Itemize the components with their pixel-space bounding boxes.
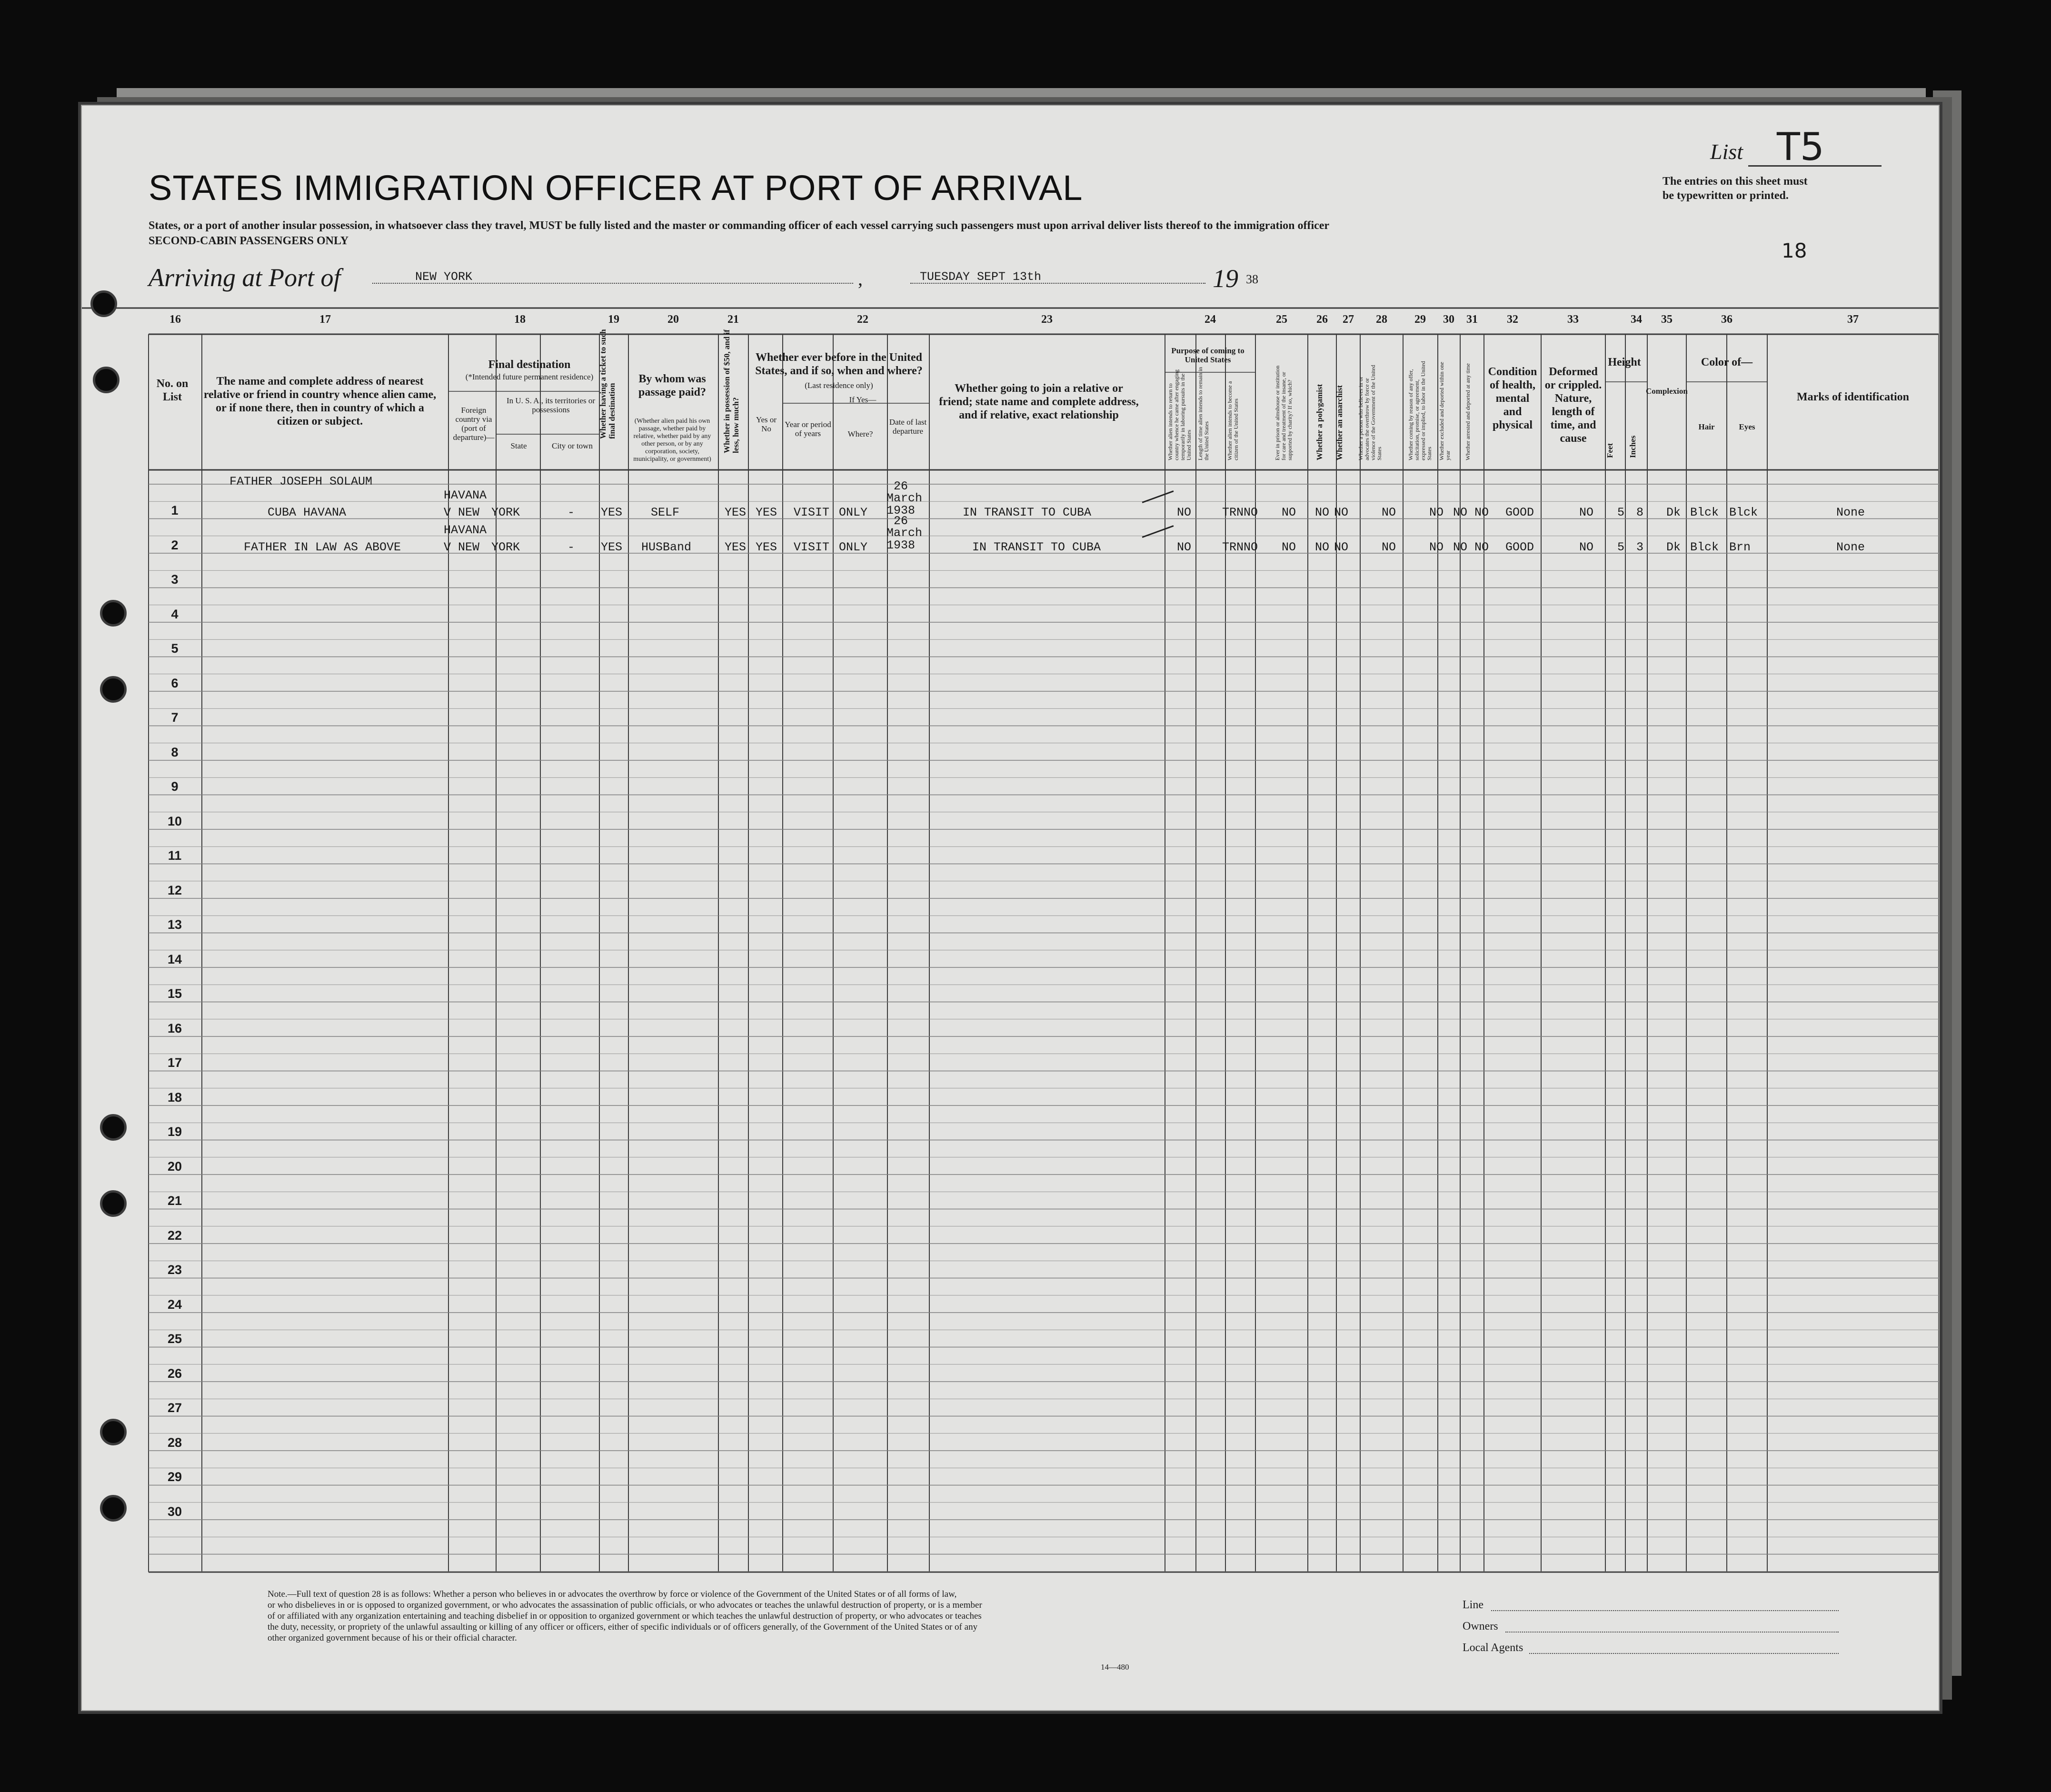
marks-value: None (1836, 540, 1865, 554)
row-number: 12 (167, 883, 182, 897)
height-inches-value: 3 (1636, 540, 1644, 554)
row-number: 28 (167, 1435, 182, 1450)
footnote-line: of or affiliated with any organization entertaining and teaching disbelief in or opposition to organized government or which teaches the unlawful destruction of property, or who advocates or teaches (268, 1611, 982, 1621)
year-prefix: 19 (1213, 264, 1238, 293)
entries-note-2: be typewritten or printed. (1663, 189, 1789, 202)
owners-field (1505, 1632, 1839, 1633)
column-number: 30 (1443, 313, 1454, 326)
footnote-line: the duty, necessity, or propriety of the unlawful assaulting or killing of any officer or officers, either of specific individuals or of officers generally, of the Government of the United States or of any (268, 1622, 978, 1632)
column-number: 17 (319, 313, 331, 326)
anarchist-value: NO (1334, 506, 1349, 519)
row-number: 19 (167, 1125, 182, 1139)
header-joining: Whether going to join a relative or friend; state name and complete address, and if relative, exact relationship (939, 382, 1139, 421)
offer-value: NO (1429, 506, 1444, 519)
length-value: TRN (1222, 506, 1244, 519)
column-number: 22 (857, 313, 868, 326)
deformed-value: NO (1579, 540, 1594, 554)
column-number: 31 (1466, 313, 1478, 326)
row-number: 14 (167, 952, 182, 966)
row-number: 7 (171, 710, 179, 725)
eyes-value: Brn (1729, 540, 1751, 554)
row-number: 11 (168, 848, 182, 863)
binder-hole (100, 600, 127, 627)
header-health: Condition of health, mental and physical (1488, 366, 1537, 431)
destination-state-cont: YORK (491, 506, 520, 519)
health-value: GOOD (1505, 540, 1534, 554)
column-number: 16 (169, 313, 181, 326)
list-number: T5 (1777, 125, 1824, 169)
column-number: 20 (667, 313, 679, 326)
binder-hole (100, 1190, 127, 1217)
header-city: City or town (552, 441, 593, 450)
footnote-line: Note.—Full text of question 28 is as follows: Whether a person who believes in or advocates the overthrow by force or violence of the Government of the United States or of all forms of law, (268, 1589, 957, 1599)
manifest-sheet (81, 105, 1940, 1711)
row-number: 4 (171, 607, 179, 621)
port-value: NEW YORK (415, 270, 473, 284)
class-label: SECOND-CABIN PASSENGERS ONLY (149, 235, 349, 247)
excluded-value: NO (1453, 506, 1468, 519)
complexion-value: Dk (1666, 540, 1681, 554)
comma: , (858, 268, 863, 289)
row-number: 30 (167, 1504, 182, 1519)
column-number: 35 (1661, 313, 1673, 326)
header-final-destination: Final destination (488, 358, 571, 371)
row-number: 2 (171, 538, 179, 552)
row-number: 17 (167, 1055, 182, 1070)
column-number: 28 (1376, 313, 1387, 326)
overthrow-value: NO (1382, 540, 1396, 554)
destination-state-cont: YORK (491, 540, 520, 554)
header-return: Whether alien intends to return to country whence he came after engaging temporarily in laboring pursuits in the United States (1167, 369, 1192, 460)
before-in-us-value: YES (756, 540, 777, 554)
relative-address: CUBA HAVANA (268, 506, 347, 519)
relative-name: FATHER JOSEPH SOLAUM (229, 475, 373, 488)
binder-hole (100, 1114, 127, 1141)
header-yes-no: Yes or No (756, 415, 777, 433)
header-in-usa: In U. S. A., its territories or possessions (506, 396, 596, 414)
row-number: 6 (171, 676, 179, 690)
destination-state: V NEW (444, 506, 480, 519)
row-number: 23 (167, 1263, 182, 1277)
row-number: 13 (167, 917, 182, 932)
deformed-value: NO (1579, 506, 1594, 519)
row-number: 21 (167, 1194, 182, 1208)
header-where: Where? (847, 429, 873, 438)
instruction-text: States, or a port of another insular possession, in whatsoever class they travel, MUST be fully listed and the master or commanding officer of each vessel carrying such passengers must upon arrival deliver lists thereof to the immigration officer (149, 219, 1330, 232)
header-final-destination-sub: (*Intended future permanent residence) (465, 372, 594, 381)
footnote (268, 1589, 1324, 1643)
joining-value: IN TRANSIT TO CUBA (963, 506, 1092, 519)
departure-day: 26 (894, 479, 908, 493)
row-number: 1 (171, 503, 179, 518)
column-number: 18 (514, 313, 526, 326)
deported-value: NO (1474, 506, 1489, 519)
row-number: 15 (167, 986, 182, 1001)
fifty-dollars-value: YES (725, 540, 747, 554)
purpose-value: NO (1177, 540, 1192, 554)
row-number: 22 (167, 1228, 182, 1243)
header-date-departure: Date of last departure (889, 418, 927, 436)
row-number: 20 (167, 1159, 182, 1174)
row-number: 24 (167, 1297, 182, 1312)
header-deported: Whether arrested and deported at any time (1464, 363, 1471, 460)
header-feet: Feet (1605, 443, 1614, 458)
header-eyes: Eyes (1739, 422, 1755, 431)
header-foreign-country: Foreign country via (port of departure)— (453, 406, 495, 442)
stacked-pages-edge (117, 88, 1926, 107)
column-number: 33 (1567, 313, 1579, 326)
column-number: 36 (1721, 313, 1732, 326)
height-inches-value: 8 (1636, 506, 1644, 519)
header-purpose: Purpose of coming to United States (1171, 346, 1245, 364)
excluded-value: NO (1453, 540, 1468, 554)
polygamist-value: NO (1315, 540, 1330, 554)
header-polygamist: Whether a polygamist (1315, 384, 1324, 460)
row-number: 25 (167, 1332, 182, 1346)
row-number: 3 (171, 572, 179, 587)
header-deformed: Deformed or crippled. Nature, length of time, and cause (1544, 366, 1602, 445)
header-no-on-list: No. on List (156, 378, 189, 403)
header-excluded: Whether excluded and deported within one year (1438, 362, 1451, 460)
form-number: 14—480 (1101, 1663, 1129, 1672)
row-number: 9 (171, 779, 179, 794)
height-feet-value: 5 (1617, 506, 1625, 519)
row-number: 10 (167, 814, 182, 828)
ticket-value: YES (601, 540, 623, 554)
header-state: State (510, 441, 527, 450)
where-value: ONLY (839, 540, 868, 554)
length-value: TRN (1222, 540, 1244, 554)
header-if-yes: If Yes— (849, 395, 876, 404)
header-overthrow: Whether a person who believes in or advocates the overthrow by force or violence of the Government of the United States (1357, 365, 1383, 460)
row-number: 29 (167, 1470, 182, 1484)
passage-paid-by: HUSBand (641, 540, 692, 554)
column-number: 23 (1041, 313, 1053, 326)
header-length: Length of time alien intends to remain in the United States (1197, 367, 1210, 460)
offer-value: NO (1429, 540, 1444, 554)
page-title: STATES IMMIGRATION OFFICER AT PORT OF ARRIVAL (149, 168, 1083, 208)
header-hair: Hair (1698, 422, 1715, 431)
column-number: 34 (1631, 313, 1642, 326)
foreign-port: HAVANA (444, 488, 487, 502)
row-number: 16 (167, 1021, 182, 1035)
footnote-line: other organized government because of his or their official character. (268, 1633, 517, 1643)
prison-value: NO (1282, 540, 1296, 554)
header-height: Height (1608, 356, 1641, 368)
relative-address: FATHER IN LAW AS ABOVE (244, 540, 401, 554)
arriving-label: Arriving at Port of (149, 263, 341, 292)
column-number: 21 (727, 313, 739, 326)
period-value: VISIT (794, 506, 830, 519)
header-relative: The name and complete address of nearest relative or friend in country whence alien came, or if none there, then in country of which a citizen or subject. (203, 375, 437, 428)
complexion-value: Dk (1666, 506, 1681, 519)
departure-year: 1938 (886, 538, 916, 552)
list-label: List (1710, 139, 1743, 164)
header-fifty-dollars: Whether in possession of $50, and if less, how much? (722, 329, 740, 453)
anarchist-value: NO (1334, 540, 1349, 554)
before-in-us-value: YES (756, 506, 777, 519)
binder-hole (100, 1495, 127, 1522)
column-number: 29 (1414, 313, 1426, 326)
header-inches: Inches (1628, 435, 1637, 458)
header-year-period: Year or period of years (785, 420, 831, 438)
binder-hole (100, 676, 127, 703)
header-anarchist: Whether an anarchist (1335, 385, 1344, 460)
column-number: 32 (1507, 313, 1518, 326)
foreign-port: HAVANA (444, 523, 487, 537)
joining-value: IN TRANSIT TO CUBA (972, 540, 1101, 554)
header-last-residence: (Last residence only) (805, 381, 873, 390)
year-suffix: 38 (1246, 272, 1258, 286)
departure-month: March (886, 526, 923, 540)
header-complexion: Complexion (1646, 387, 1688, 396)
column-number: 37 (1847, 313, 1859, 326)
citizen-value: NO (1244, 540, 1258, 554)
binder-hole (100, 1419, 127, 1445)
departure-year: 1938 (886, 504, 916, 518)
agents-label: Local Agents (1463, 1642, 1523, 1654)
column-number: 26 (1316, 313, 1328, 326)
header-prison: Ever in prison or almshouse or institution for care and treatment of the insane, or supported by charity? If so, which? (1274, 365, 1293, 460)
departure-day: 26 (894, 514, 908, 528)
passage-paid-by: SELF (651, 506, 680, 519)
column-number: 24 (1205, 313, 1216, 326)
entries-note-1: The entries on this sheet must (1663, 175, 1808, 188)
overthrow-value: NO (1382, 506, 1396, 519)
prison-value: NO (1282, 506, 1296, 519)
hair-value: Blck (1690, 540, 1719, 554)
footnote-line: or who disbelieves in or is opposed to organized government, or who advocates the assassination of public officials, or who advocates or teaches the unlawful destruction of property, or is a member (268, 1600, 982, 1610)
row-number: 8 (171, 745, 179, 759)
polygamist-value: NO (1315, 506, 1330, 519)
purpose-value: NO (1177, 506, 1192, 519)
header-passage: By whom was passage paid? (638, 373, 707, 398)
header-offer: Whether coming by reason of any offer, solicitation, promise, or agreement, expressed or implied, to labor in the United States (1407, 361, 1433, 460)
date-value: TUESDAY SEPT 13th (920, 270, 1042, 284)
header-citizen: Whether alien intends to become a citizen of the United States (1226, 381, 1239, 460)
binder-hole (93, 367, 119, 393)
deported-value: NO (1474, 540, 1489, 554)
header-ticket: Whether having a ticket to such final destination (598, 329, 617, 439)
row-number: 26 (167, 1366, 182, 1381)
row-number: 27 (167, 1401, 182, 1415)
header-color: Color of— (1701, 356, 1753, 368)
row-number: 5 (171, 641, 179, 656)
hair-value: Blck (1690, 506, 1719, 519)
owners-label: Owners (1463, 1620, 1498, 1633)
row-number: 18 (167, 1090, 182, 1105)
where-value: ONLY (839, 506, 868, 519)
line-label: Line (1463, 1599, 1483, 1611)
citizen-value: NO (1244, 506, 1258, 519)
column-number: 25 (1276, 313, 1287, 326)
eyes-value: Blck (1729, 506, 1758, 519)
header-marks: Marks of identification (1797, 391, 1909, 403)
departure-month: March (886, 491, 923, 505)
fifty-dollars-value: YES (725, 506, 747, 519)
ticket-value: YES (601, 506, 623, 519)
column-number: 19 (608, 313, 619, 326)
destination-city: - (568, 506, 575, 519)
destination-state: V NEW (444, 540, 480, 554)
period-value: VISIT (794, 540, 830, 554)
destination-city: - (568, 540, 575, 554)
marks-value: None (1836, 506, 1865, 519)
binder-hole (90, 290, 117, 317)
health-value: GOOD (1505, 506, 1534, 519)
column-number: 27 (1343, 313, 1354, 326)
header-before-in-us: Whether ever before in the United States, and if so, when and where? (755, 351, 923, 377)
height-feet-value: 5 (1617, 540, 1625, 554)
line-field (1491, 1610, 1839, 1611)
agents-field (1529, 1653, 1839, 1654)
header-passage-sub: (Whether alien paid his own passage, whether paid by relative, whether paid by any other person, or by any corporation, society, municipality, or government) (633, 418, 711, 463)
sheet-number: 18 (1782, 239, 1807, 262)
manifest-grid (82, 106, 1939, 1710)
